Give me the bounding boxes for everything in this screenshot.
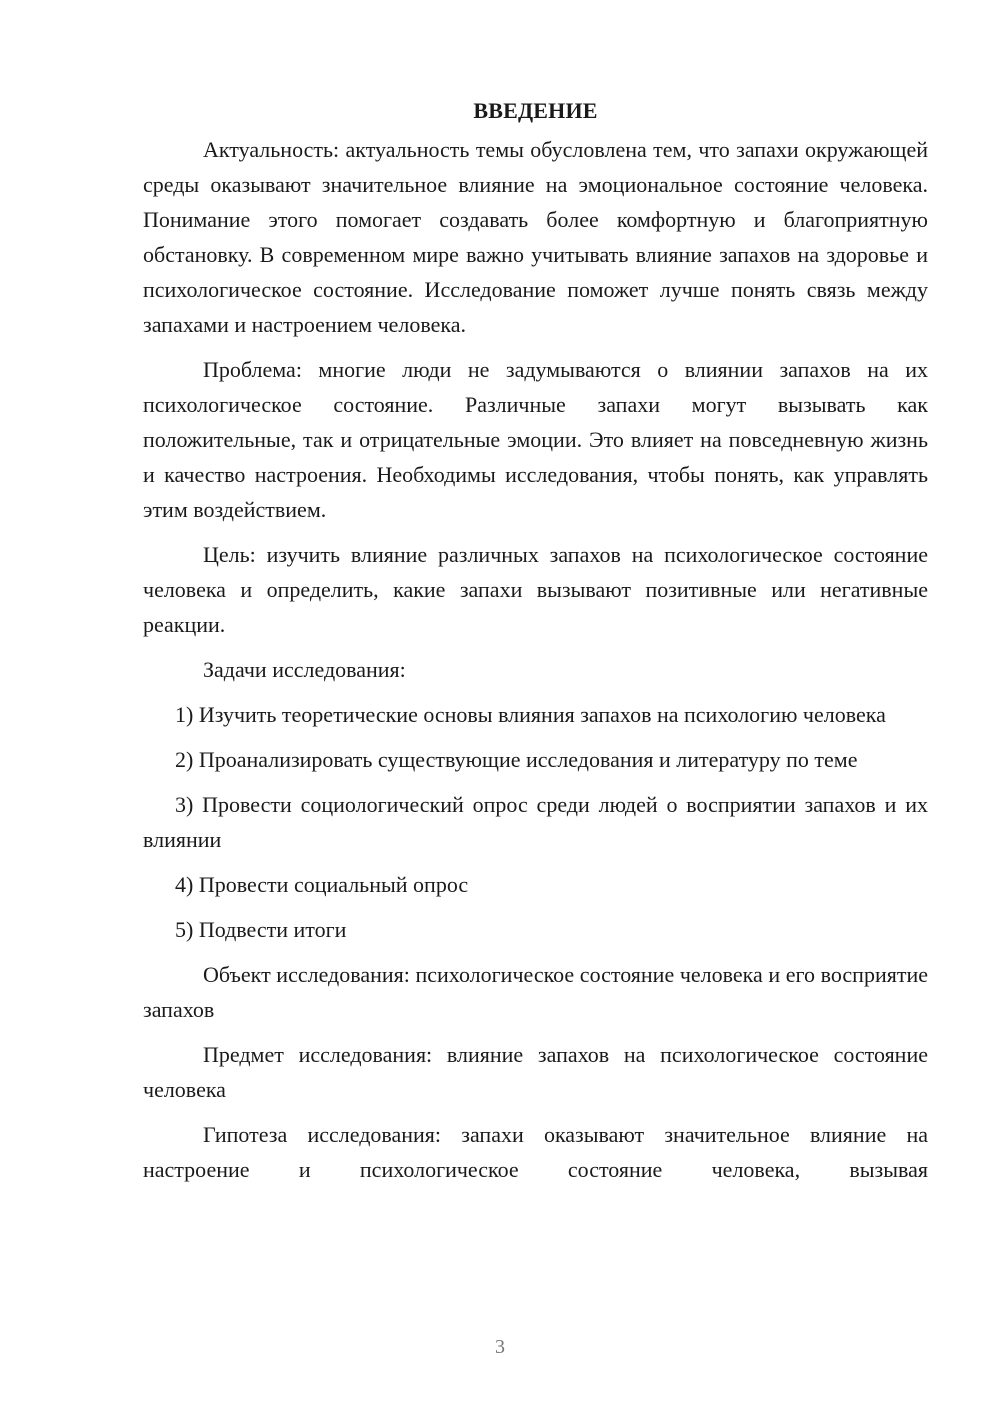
task-item-5: 5) Подвести итоги xyxy=(175,917,347,942)
problem-paragraph: Проблема: многие люди не задумываются о влиянии запахов на их психологическое состояние. Различные запахи могут вызывать как положительные, так и отрицательные эмоции. Это влияет на повседневную жизнь и качество настроения. Необходимы исследования, чтобы понять, как управлять этим воздействием. xyxy=(143,357,928,522)
object-paragraph: Объект исследования: психологическое состояние человека и его восприятие запахов xyxy=(143,962,928,1022)
page-number: 3 xyxy=(495,1336,505,1358)
task-item-3: 3) Провести социологический опрос среди людей о восприятии запахов и их влиянии xyxy=(143,792,928,852)
tasks-heading: Задачи исследования: xyxy=(203,657,406,682)
page-content xyxy=(143,93,928,1187)
relevance-paragraph: Актуальность: актуальность темы обусловлена тем, что запахи окружающей среды оказывают значительное влияние на эмоциональное состояние человека. Понимание этого помогает создавать более комфортную и благоприятную обстановку. В современном мире важно учитывать влияние запахов на здоровье и психологическое состояние. Исследование поможет лучше понять связь между запахами и настроением человека. xyxy=(143,137,928,337)
task-item-1: 1) Изучить теоретические основы влияния запахов на психологию человека xyxy=(175,702,886,727)
goal-paragraph: Цель: изучить влияние различных запахов на психологическое состояние человека и определить, какие запахи вызывают позитивные или негативные реакции. xyxy=(143,542,928,637)
task-item-4: 4) Провести социальный опрос xyxy=(175,872,469,897)
task-item-2: 2) Проанализировать существующие исследования и литературу по теме xyxy=(175,747,858,772)
subject-paragraph: Предмет исследования: влияние запахов на психологическое состояние человека xyxy=(143,1042,928,1102)
hypothesis-paragraph: Гипотеза исследования: запахи оказывают значительное влияние на настроение и психологическое состояние человека, вызывая xyxy=(143,1122,928,1182)
page-title: ВВЕДЕНИЕ xyxy=(473,98,598,123)
